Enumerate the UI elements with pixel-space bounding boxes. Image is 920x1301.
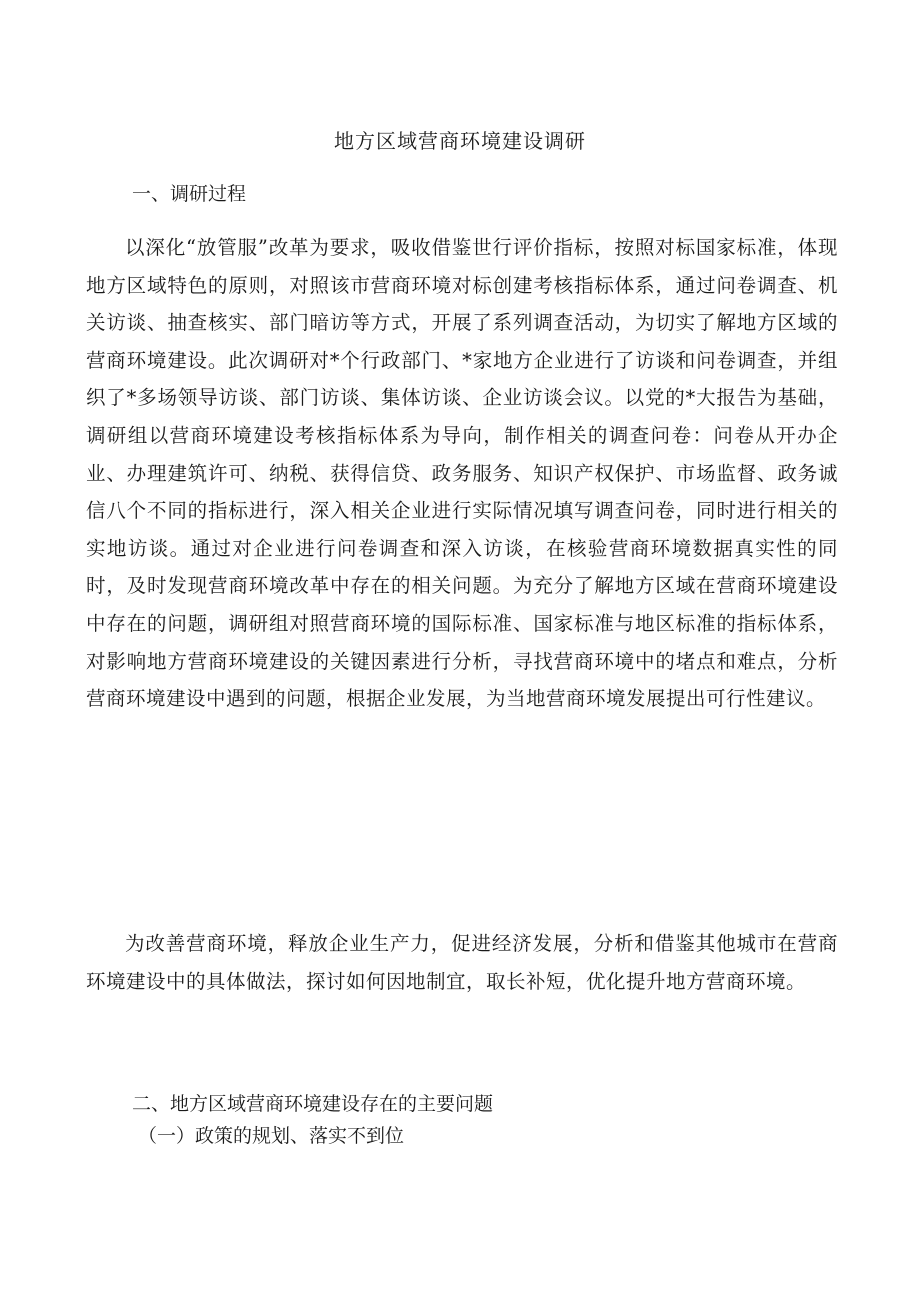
section-heading-main-problems: 二、地方区域营商环境建设存在的主要问题 bbox=[132, 1093, 494, 1115]
paragraph-research-purpose: 为改善营商环境，释放企业生产力，促进经济发展，分析和借鉴其他城市在营商环境建设中的具体做法，探讨如何因地制宜，取长补短，优化提升地方营商环境。 bbox=[86, 932, 838, 993]
section-heading-research-process: 一、调研过程 bbox=[132, 183, 247, 205]
document-title: 地方区域营商环境建设调研 bbox=[334, 129, 586, 153]
subheading-policy-planning: （一）政策的规划、落实不到位 bbox=[138, 1125, 405, 1147]
paragraph-research-process-main: 以深化“放管服”改革为要求，吸收借鉴世行评价指标，按照对标国家标准，体现地方区域特色的原则，对照该市营商环境对标创建考核指标体系，通过问卷调查、机关访谈、抽查核实、部门暗访等方式，开展了系列调查活动，为切实了解地方区域的营商环境建设。此次调研对*个行政部门、*家地方企业进行了访谈和问卷调查，并组织了*多场领导访谈、部门访谈、集体访谈、企业访谈会议。以党的*大报告为基础，调研组以营商环境建设考核指标体系为导向，制作相关的调查问卷：问卷从开办企业、办理建筑许可、纳税、获得信贷、政务服务、知识产权保护、市场监督、政务诚信八个不同的指标进行，深入相关企业进行实际情况填写调查问卷，同时进行相关的实地访谈。通过对企业进行问卷调查和深入访谈，在核验营商环境数据真实性的同时，及时发现营商环境改革中存在的相关问题。为充分了解地方区域在营商环境建设中存在的问题，调研组对照营商环境的国际标准、国家标准与地区标准的指标体系，对影响地方营商环境建设的关键因素进行分析，寻找营商环境中的堵点和难点，分析营商环境建设中遇到的问题，根据企业发展，为当地营商环境发展提出可行性建议。 bbox=[86, 236, 838, 711]
